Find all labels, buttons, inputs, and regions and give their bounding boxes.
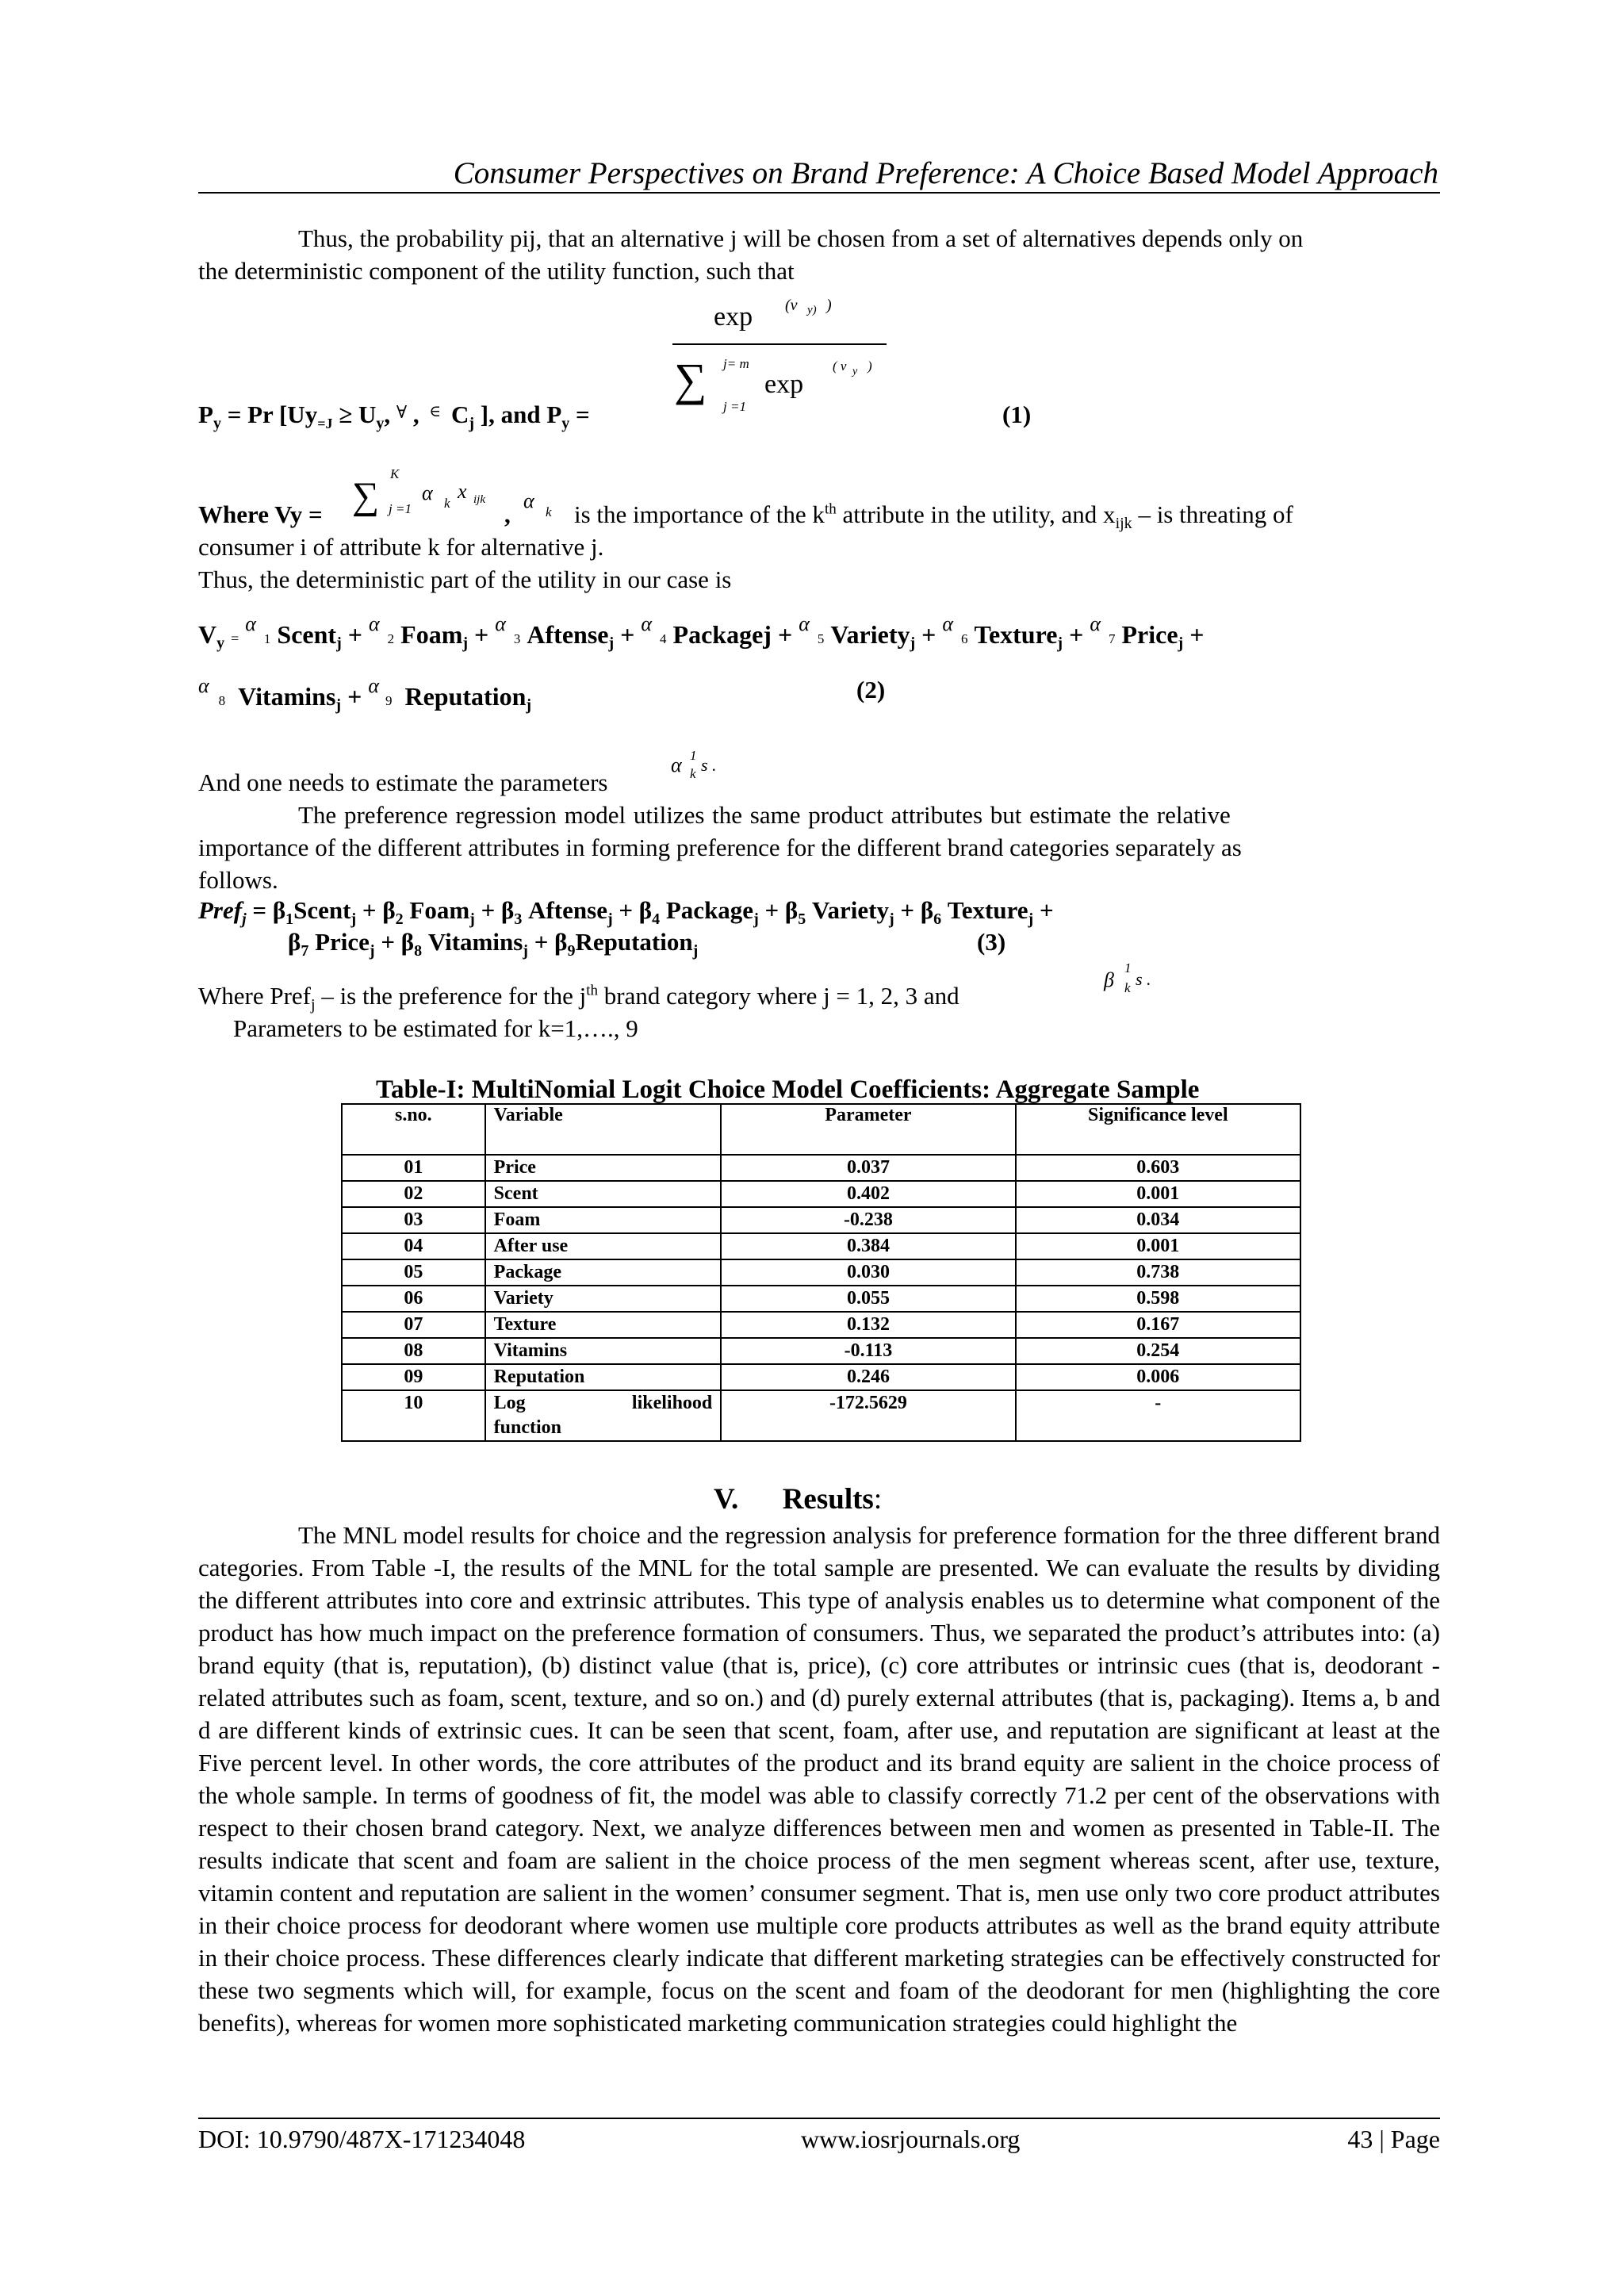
table-cell-significance: 0.254: [1016, 1338, 1300, 1364]
table-cell-variable: After use: [485, 1233, 722, 1259]
table-row: [342, 1155, 1300, 1181]
eq3-line-1: Pref$_j$ = $\beta_1Scent_j + \beta_2$ Foam$_j$ + $\beta_3$ Aftense$_j$ + $\beta_4$ Package$_j$ + $\beta_5$ Variety$_j$ + $\beta_6$ Texture$_j$ +: [198, 896, 1054, 929]
eq1-numerator-close: ): [826, 297, 832, 314]
eq1-denominator-exp: exp: [764, 370, 804, 399]
eq3-number: (3): [977, 928, 1006, 956]
table-row: [342, 1312, 1300, 1338]
estimate-s: s .: [701, 755, 717, 775]
table-caption: Table-I: MultiNomial Logit Choice Model Coefficients: Aggregate Sample: [376, 1075, 1200, 1104]
running-header-title: Consumer Perspectives on Brand Preference: A Choice Based Model Approach: [453, 156, 1438, 190]
table-cell-parameter: 0.246: [721, 1364, 1015, 1390]
table-cell-sno: 01: [342, 1155, 485, 1181]
eq2-line-2: $^\alpha$8 Vitamins$_j$ + $^\alpha$9 Reputation$_j$: [198, 674, 532, 714]
table-cell-significance: 0.006: [1016, 1364, 1300, 1390]
pref-line-1: The preference regression model utilizes the same product attributes but estimate the relative: [298, 801, 1231, 829]
pref-line-2: importance of the different attributes in forming preference for the different brand categories separately as: [198, 834, 1242, 861]
eq2-term: $^\alpha$4 Packagej +: [641, 612, 793, 649]
vy-where-label: Where Vy =: [198, 500, 323, 528]
intro-line-1: Thus, the probability pij, that an alternative j will be chosen from a set of alternatives depends only on: [298, 224, 1304, 252]
table-cell-variable: Variety: [485, 1286, 722, 1312]
footer-rule: [198, 2118, 1440, 2119]
eq1-number: (1): [1002, 401, 1032, 428]
estimate-sup: 1: [690, 748, 697, 763]
header-rule: [198, 192, 1440, 194]
vy-k: k: [444, 496, 450, 511]
footer-page-number: 43 | Page: [1347, 2125, 1440, 2153]
table-cell-sno: 03: [342, 1207, 485, 1233]
vy-alpha: α: [422, 481, 433, 504]
table-row: [342, 1259, 1300, 1286]
estimate-alpha: α: [671, 753, 682, 776]
table-row: [342, 1286, 1300, 1312]
table-row: [342, 1207, 1300, 1233]
table-cell-sno: 02: [342, 1181, 485, 1207]
intro-line-2: the deterministic component of the utility function, such that: [198, 257, 795, 285]
vy-sum-lower: j =1: [389, 501, 412, 516]
footer-doi: DOI: 10.9790/487X-171234048: [198, 2125, 526, 2153]
eq2-term: $^\alpha$6 Texture$_j$ +: [942, 612, 1084, 652]
table-cell-parameter: 0.055: [721, 1286, 1015, 1312]
table-cell-sno: 06: [342, 1286, 485, 1312]
table-cell-significance: 0.034: [1016, 1207, 1300, 1233]
table-cell-significance: 0.598: [1016, 1286, 1300, 1312]
table-header-row: [342, 1104, 1300, 1155]
vy-alpha-k-sub: k: [546, 504, 552, 519]
vy-comma: ,: [504, 500, 511, 528]
table-cell-significance: 0.738: [1016, 1259, 1300, 1286]
table-cell-significance: 0.167: [1016, 1312, 1300, 1338]
coefficients-table: [341, 1103, 1301, 1442]
vy-sum-upper: K: [390, 466, 400, 481]
eq1-sum-upper: j= m: [723, 356, 749, 371]
eq1-numerator-sup: (v: [785, 297, 798, 314]
table-header-cell: Parameter: [721, 1104, 1015, 1155]
eq1-numerator-sub: y): [807, 304, 817, 316]
table-cell-variable: Price: [485, 1155, 722, 1181]
eq1-lhs: $P_y = Pr$ [$Uy_{=J} \ge U_y$, ∀ , ∈ $C_j$ ], and $P_y$ =: [198, 401, 590, 433]
table-cell-sno: 10: [342, 1390, 485, 1441]
vy-x: x: [458, 480, 467, 503]
where-pref-line-2: Parameters to be estimated for k=1,…., 9: [233, 1014, 638, 1042]
estimate-text: And one needs to estimate the parameters: [198, 769, 608, 796]
table-cell-variable: Vitamins: [485, 1338, 722, 1364]
eq3-line-2: $\beta_7$ Price$_j$ + $\beta_8$ Vitamins$_j$ + $\beta_9Reputation_j$: [288, 928, 699, 960]
eq2-term: $^\alpha$1 Scent$_j$ +: [245, 612, 362, 652]
table-row: [342, 1233, 1300, 1259]
eq1-fraction-bar: [672, 343, 887, 345]
eq2-term: $^\alpha$2 Foam$_j$ +: [368, 612, 489, 652]
where-pref-text: Where Pref$_j$ – is the preference for the $j^{th}$ brand category where j = 1, 2, 3 and: [198, 982, 959, 1014]
table-cell-parameter: 0.037: [721, 1155, 1015, 1181]
results-paragraph: The MNL model results for choice and the regression analysis for preference formation for the three different brand categories. From Table -I, the results of the MNL for the total sample are presented. We can evaluate the results by dividing the different attributes into core and extrinsic attributes. This type of analysis enables us to determine what component of the product has how much impact on the preference formation of consumers. Thus, we separated the product’s attributes into: (a) brand equity (that is, reputation), (b) distinct value (that is, price), (c) core attributes or intrinsic cues (that is, deodorant -related attributes such as foam, scent, texture, and so on.) and (d) purely external attributes (that is, packaging). Items a, b and d are different kinds of extrinsic cues. It can be seen that scent, foam, after use, and reputation are significant at least at the Five percent level. In other words, the core attributes of the product and its brand equity are salient in the choice process of the whole sample. In terms of goodness of fit, the model was able to classify correctly 71.2 per cent of the observations with respect to their chosen brand category. Next, we analyze differences between men and women as presented in Table-II. The results indicate that scent and foam are salient in the choice process of the men segment whereas scent, after use, texture, vitamin content and reputation are salient in the women’ consumer segment. That is, men use only two core product attributes in their choice process for deodorant where women use multiple core products attributes as well as the brand equity attribute in their choice process. These differences clearly indicate that different marketing strategies can be effectively constructed for these two segments which will, for example, focus on the scent and foam of the deodorant for men (highlighting the core benefits), whereas for women more sophisticated marketing communication strategies could highlight the: [198, 1521, 1440, 2037]
table-row: [342, 1338, 1300, 1364]
vy-alpha-k: α: [523, 489, 534, 512]
eq2-term: $^\alpha$7 Price$_j$ +: [1090, 612, 1205, 652]
table-cell-variable: Reputation: [485, 1364, 722, 1390]
table-cell-variable: Foam: [485, 1207, 722, 1233]
table-cell-variable: Scent: [485, 1181, 722, 1207]
eq2-line-1: $V_y = ^\alpha 1$ Scent$_j$ + $^\alpha$2 Foam$_j$ + $^\alpha$3 Aftense$_j$ + $^\alpha$4 Packagej + $^\alpha$5 Variety$_j$ + $^\alpha$6 Texture$_j$ + $^\alpha$7 Price$_j$ +: [198, 612, 1205, 652]
pref-line-3: follows.: [198, 866, 278, 894]
table-cell-parameter: 0.132: [721, 1312, 1015, 1338]
vy-explanation: is the importance of the $k^{th}$ attribute in the utility, and $x_{ijk}$ – is threating of: [574, 500, 1293, 533]
eq1-sigma-symbol: ∑: [674, 354, 707, 405]
table-cell-parameter: -172.5629: [721, 1390, 1015, 1441]
vy-ijk: ijk: [473, 493, 485, 506]
where-pref-beta: β: [1104, 968, 1114, 991]
eq2-number: (2): [856, 676, 886, 703]
table-header-cell: Variable: [485, 1104, 722, 1155]
table-cell-significance: 0.001: [1016, 1181, 1300, 1207]
estimate-sub: k: [690, 766, 696, 781]
table-cell-variable: Log likelihood function: [485, 1390, 722, 1441]
table-cell-variable: Package: [485, 1259, 722, 1286]
vy-line-3: Thus, the deterministic part of the utility in our case is: [198, 565, 732, 593]
table-cell-significance: 0.001: [1016, 1233, 1300, 1259]
table-cell-parameter: 0.030: [721, 1259, 1015, 1286]
eq2-term: $^\alpha$3 Aftense$_j$ +: [495, 612, 635, 652]
table-cell-sno: 07: [342, 1312, 485, 1338]
table-cell-parameter: -0.113: [721, 1338, 1015, 1364]
vy-line-2: consumer i of attribute k for alternative j.: [198, 533, 604, 561]
eq1-denominator-close: ): [868, 358, 872, 374]
table-cell-sno: 05: [342, 1259, 485, 1286]
table-cell-significance: 0.603: [1016, 1155, 1300, 1181]
table-cell-parameter: -0.238: [721, 1207, 1015, 1233]
eq1-numerator-exp: exp: [714, 302, 753, 332]
table-header-cell: s.no.: [342, 1104, 485, 1155]
eq1-denominator-sub: y: [852, 366, 858, 378]
vy-sigma-symbol: ∑: [352, 475, 380, 517]
where-pref-beta-s: s .: [1136, 969, 1151, 989]
table-row: [342, 1181, 1300, 1207]
table-row: [342, 1390, 1300, 1441]
section-heading: V. Results:: [714, 1483, 883, 1516]
eq1-denominator-sup: ( v: [833, 358, 847, 374]
eq1-sum-lower: j =1: [723, 399, 746, 414]
table-row: [342, 1364, 1300, 1390]
table-header-cell: Significance level: [1016, 1104, 1300, 1155]
table-cell-significance: -: [1016, 1390, 1300, 1441]
table-cell-parameter: 0.384: [721, 1233, 1015, 1259]
where-pref-beta-sub: k: [1124, 980, 1131, 995]
table-cell-variable: Texture: [485, 1312, 722, 1338]
table-cell-sno: 09: [342, 1364, 485, 1390]
footer-url: www.iosrjournals.org: [801, 2125, 1021, 2153]
table-cell-parameter: 0.402: [721, 1181, 1015, 1207]
table-cell-sno: 04: [342, 1233, 485, 1259]
table-cell-sno: 08: [342, 1338, 485, 1364]
where-pref-beta-sup: 1: [1124, 960, 1132, 976]
eq2-term: $^\alpha$5 Variety$_j$ +: [799, 612, 936, 652]
